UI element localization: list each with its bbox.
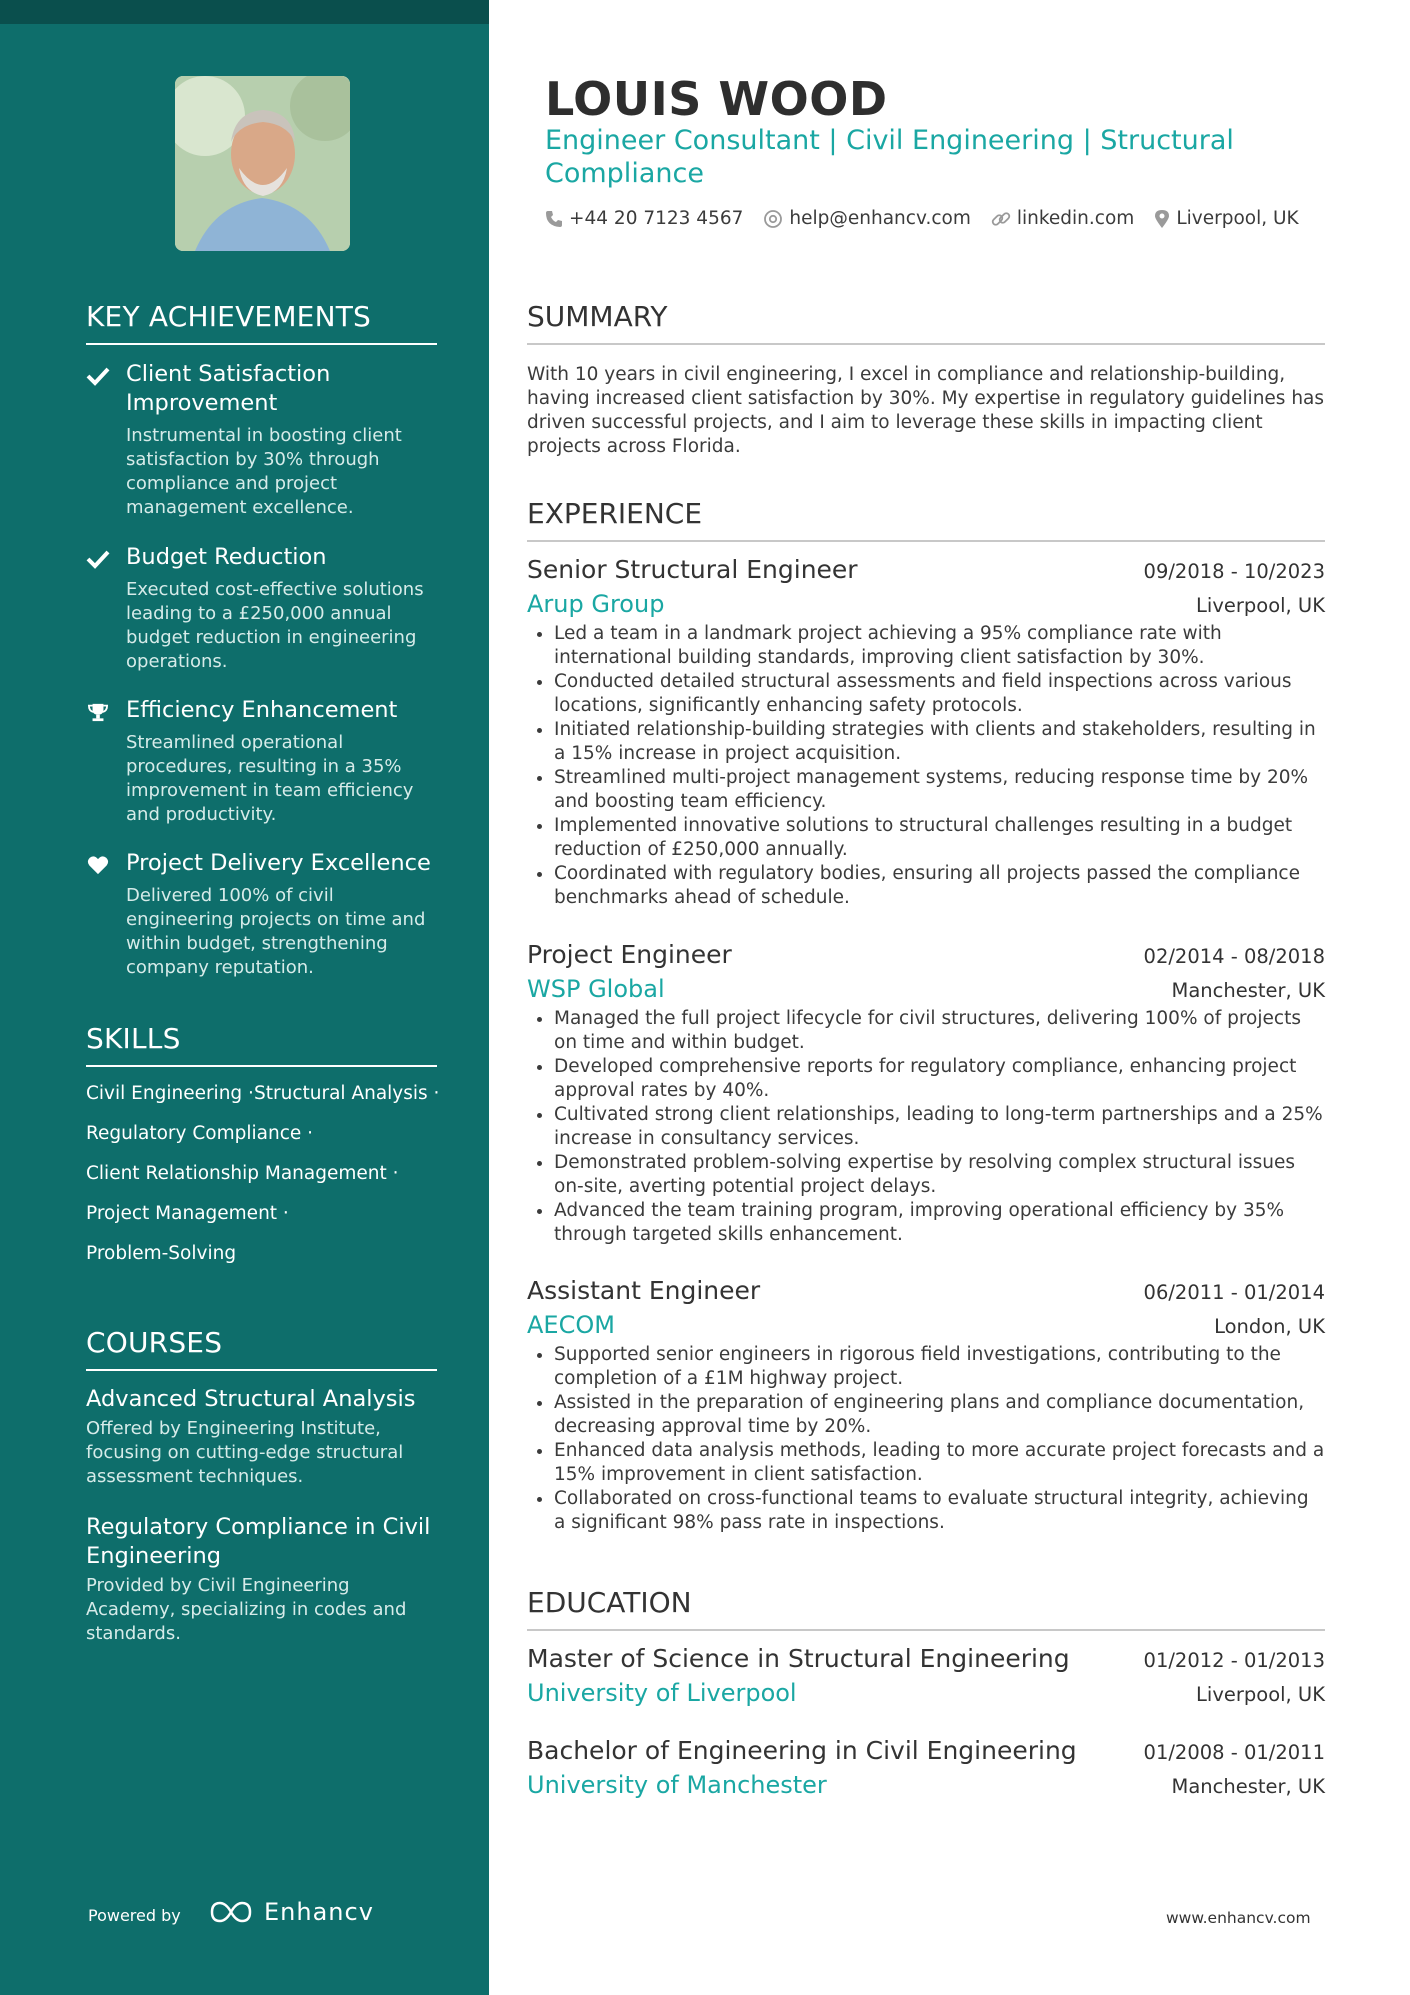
school-name: University of Manchester (527, 1771, 827, 1799)
degree-title: Master of Science in Structural Engineering (527, 1644, 1070, 1673)
linkedin-text: linkedin.com (1016, 208, 1135, 229)
skill-tag: Civil Engineering · (86, 1083, 254, 1104)
course-item (86, 1513, 437, 1646)
achievement-desc: Instrumental in boosting client satisfaction by 30% through compliance and project management excellence. (126, 425, 402, 518)
achievement-item (86, 360, 437, 520)
link-icon (991, 209, 1011, 229)
education-heading: EDUCATION (527, 1586, 1325, 1631)
bullet-item: Collaborated on cross-functional teams to evaluate structural integrity, achieving a significant 98% pass rate in inspections. (527, 1487, 1325, 1535)
job-title: Project Engineer (527, 940, 732, 969)
achievement-item (86, 849, 437, 980)
skill-tag: Project Management · (86, 1203, 289, 1224)
skills-section (86, 1022, 437, 1067)
job-location: London, UK (1214, 1315, 1325, 1338)
heart-icon (86, 855, 110, 875)
location-icon (1154, 209, 1170, 229)
skills-list (86, 1082, 440, 1282)
skill-tag: Regulatory Compliance · (86, 1123, 314, 1144)
course-desc: Offered by Engineering Institute, focusing on cutting-edge structural assessment techniques. (86, 1418, 404, 1487)
achievements-section (86, 300, 437, 345)
achievement-title: Efficiency Enhancement (126, 697, 398, 723)
bullet-item: Cultivated strong client relationships, leading to long-term partnerships and a 25% increase in consultancy services. (527, 1103, 1325, 1151)
degree-title: Bachelor of Engineering in Civil Engineering (527, 1736, 1077, 1765)
achievements-heading: KEY ACHIEVEMENTS (86, 300, 437, 345)
profile-photo (175, 76, 350, 251)
education-entry (527, 1644, 1325, 1707)
summary-text: With 10 years in civil engineering, I excel in compliance and relationship-building, having increased client satisfaction by 30%. My expertise in regulatory guidelines has driven successful projects, and I aim to leverage these skills in impacting client projects across Florida. (527, 364, 1325, 457)
company-name: Arup Group (527, 590, 665, 618)
skill-tag: Client Relationship Management · (86, 1163, 399, 1184)
bullet-item: Enhanced data analysis methods, leading to more accurate project forecasts and a 15% improvement in client satisfaction. (527, 1439, 1325, 1487)
achievement-item (86, 543, 437, 674)
bullet-item: Supported senior engineers in rigorous field investigations, contributing to the completion of a £1M highway project. (527, 1343, 1325, 1391)
job-bullets (527, 622, 1325, 910)
achievement-desc: Streamlined operational procedures, resulting in a 35% improvement in team efficiency and productivity. (126, 732, 414, 825)
location-text: Liverpool, UK (1176, 208, 1299, 229)
bullet-item: Managed the full project lifecycle for civil structures, delivering 100% of projects on time and within budget. (527, 1007, 1325, 1055)
email-text: help@enhancv.com (789, 208, 971, 229)
job-location: Manchester, UK (1171, 979, 1325, 1002)
trophy-icon (86, 702, 110, 722)
phone-text: +44 20 7123 4567 (569, 208, 744, 229)
contact-linkedin[interactable] (991, 208, 1134, 229)
powered-by-label: Powered by (88, 1906, 181, 1925)
job-bullets (527, 1007, 1325, 1247)
contact-location (1154, 208, 1298, 229)
education-entry (527, 1736, 1325, 1799)
bullet-item: Conducted detailed structural assessments and field inspections across various locations, significantly enhancing safety protocols. (527, 670, 1325, 718)
job-dates: 06/2011 - 01/2014 (1143, 1281, 1325, 1304)
bullet-item: Coordinated with regulatory bodies, ensuring all projects passed the compliance benchmarks ahead of schedule. (527, 862, 1325, 910)
achievement-desc: Executed cost-effective solutions leading to a £250,000 annual budget reduction in engineering operations. (126, 579, 424, 672)
job-location: Liverpool, UK (1196, 594, 1325, 617)
contact-bar (545, 208, 1299, 229)
bullet-item: Led a team in a landmark project achieving a 95% compliance rate with international building standards, improving client satisfaction by 30%. (527, 622, 1325, 670)
check-icon (86, 549, 110, 569)
job-dates: 02/2014 - 08/2018 (1143, 945, 1325, 968)
achievement-title: Budget Reduction (126, 544, 327, 570)
at-icon (763, 209, 783, 229)
course-title: Advanced Structural Analysis (86, 1386, 416, 1412)
education-dates: 01/2008 - 01/2011 (1143, 1741, 1325, 1764)
achievement-desc: Delivered 100% of civil engineering projects on time and within budget, strengthening company reputation. (126, 885, 426, 978)
experience-entry (527, 940, 1325, 1247)
job-dates: 09/2018 - 10/2023 (1143, 560, 1325, 583)
skills-heading: SKILLS (86, 1022, 437, 1067)
sidebar (0, 0, 489, 1995)
job-bullets (527, 1343, 1325, 1535)
company-name: AECOM (527, 1311, 615, 1339)
achievement-title: Project Delivery Excellence (126, 850, 431, 876)
education-location: Liverpool, UK (1196, 1683, 1325, 1706)
courses-heading: COURSES (86, 1326, 437, 1371)
bullet-item: Demonstrated problem-solving expertise by resolving complex structural issues on-site, averting potential project delays. (527, 1151, 1325, 1199)
skill-tag: Structural Analysis · (254, 1083, 440, 1104)
check-icon (86, 366, 110, 386)
experience-entry (527, 1276, 1325, 1535)
brand-name: Enhancv (264, 1898, 374, 1926)
courses-section (86, 1326, 437, 1371)
contact-email[interactable] (763, 208, 970, 229)
sidebar-top-band (0, 0, 489, 24)
education-location: Manchester, UK (1171, 1775, 1325, 1798)
company-name: WSP Global (527, 975, 665, 1003)
bullet-item: Streamlined multi-project management systems, reducing response time by 20% and boosting team efficiency. (527, 766, 1325, 814)
experience-heading: EXPERIENCE (527, 497, 1325, 542)
bullet-item: Initiated relationship-building strategies with clients and stakeholders, resulting in a 15% increase in project acquisition. (527, 718, 1325, 766)
experience-entry (527, 555, 1325, 910)
skill-tag: Problem-Solving (86, 1243, 237, 1264)
candidate-name: LOUIS WOOD (545, 72, 888, 126)
bullet-item: Assisted in the preparation of engineering plans and compliance documentation, decreasing approval time by 20%. (527, 1391, 1325, 1439)
job-title: Assistant Engineer (527, 1276, 761, 1305)
achievement-item (86, 696, 437, 827)
achievement-title: Client Satisfaction Improvement (126, 361, 331, 416)
course-title: Regulatory Compliance in Civil Engineering (86, 1514, 431, 1569)
school-name: University of Liverpool (527, 1679, 797, 1707)
education-dates: 01/2012 - 01/2013 (1143, 1649, 1325, 1672)
bullet-item: Advanced the team training program, improving operational efficiency by 35% through targeted skills enhancement. (527, 1199, 1325, 1247)
contact-phone[interactable] (545, 208, 743, 229)
course-desc: Provided by Civil Engineering Academy, specializing in codes and standards. (86, 1575, 407, 1644)
footer-url-link[interactable]: www.enhancv.com (1166, 1909, 1311, 1927)
candidate-headline: Engineer Consultant | Civil Engineering | Structural Compliance (545, 125, 1234, 189)
bullet-item: Implemented innovative solutions to structural challenges resulting in a budget reduction of £250,000 annually. (527, 814, 1325, 862)
job-title: Senior Structural Engineer (527, 555, 858, 584)
enhancv-logo-icon (208, 1899, 254, 1925)
brand-logo[interactable] (208, 1898, 374, 1926)
summary-heading: SUMMARY (527, 300, 1325, 345)
phone-icon (545, 210, 563, 228)
bullet-item: Developed comprehensive reports for regulatory compliance, enhancing project approval rates by 40%. (527, 1055, 1325, 1103)
course-item (86, 1385, 437, 1489)
